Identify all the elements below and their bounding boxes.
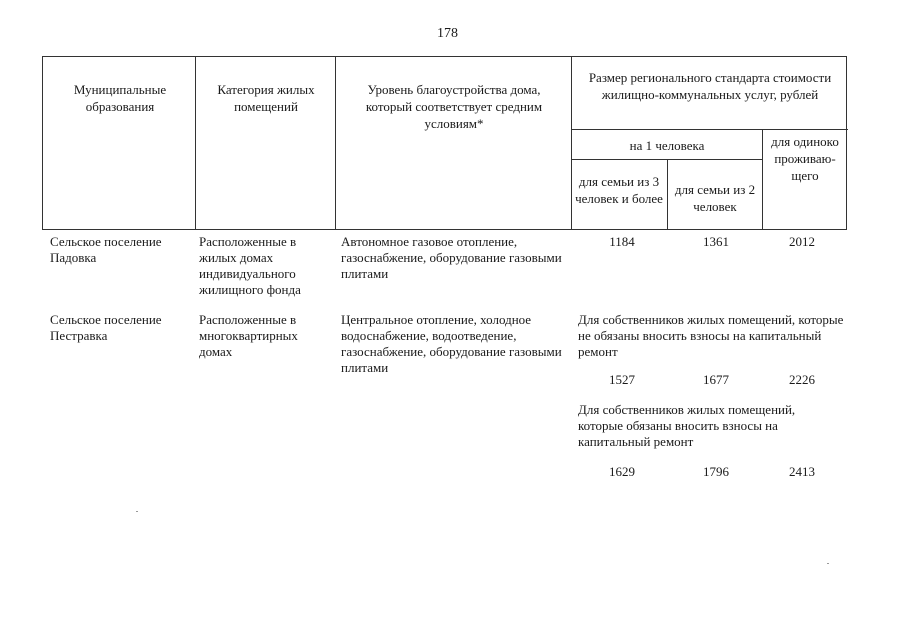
col-divider (195, 57, 196, 229)
row1-municipality: Сельское поселение Падовка (50, 234, 162, 265)
col-divider (762, 129, 763, 229)
row2-note-obliged: Для собственников жилых помещений, которые обязаны вносить взносы на капитальный ремонт (578, 402, 796, 449)
col-divider (667, 159, 668, 229)
row1-value-single: 2012 (789, 234, 815, 249)
row1-value-family3: 1184 (609, 234, 635, 249)
row2-value2-single: 2413 (789, 464, 815, 479)
scan-speck (827, 563, 829, 564)
table-header (42, 56, 847, 230)
row2-amenity: Центральное отопление, холодное водоснабжение, водоотведение, газоснабжение, оборудование газовыми плитами (341, 312, 562, 375)
header-category: Категория жилых помещений (217, 82, 315, 114)
header-standard: Размер регионального стандарта стоимости жилищно-коммунальных услуг, рублей (588, 70, 832, 102)
header-family2: для семьи из 2 человек (674, 182, 756, 214)
row2-value2-family2: 1796 (703, 464, 729, 479)
header-municipality: Муниципальные образования (73, 82, 167, 114)
row-divider (571, 129, 848, 130)
row2-note-not-obliged: Для собственников жилых помещений, которые не обязаны вносить взносы на капитальный ремонт (578, 312, 844, 359)
row1-value-family2: 1361 (703, 234, 729, 249)
row2-category: Расположенные в многоквартирных домах (199, 312, 298, 359)
scan-speck (136, 511, 138, 512)
row2-value1-family3: 1527 (609, 372, 635, 387)
page-number: 178 (437, 26, 458, 41)
header-family3: для семьи из 3 человек и более (575, 174, 663, 206)
row2-value1-single: 2226 (789, 372, 815, 387)
row1-category: Расположенные в жилых домах индивидуального жилищного фонда (199, 234, 301, 297)
header-single: для одиноко проживаю-щего (771, 134, 839, 183)
header-amenity: Уровень благоустройства дома, который соответствует средним условиям* (365, 82, 543, 131)
row2-value1-family2: 1677 (703, 372, 729, 387)
row2-municipality: Сельское поселение Пестравка (50, 312, 162, 343)
col-divider (571, 57, 572, 229)
col-divider (335, 57, 336, 229)
header-per-person: на 1 человека (629, 138, 705, 153)
row1-amenity: Автономное газовое отопление, газоснабжение, оборудование газовыми плитами (341, 234, 562, 281)
row2-value2-family3: 1629 (609, 464, 635, 479)
